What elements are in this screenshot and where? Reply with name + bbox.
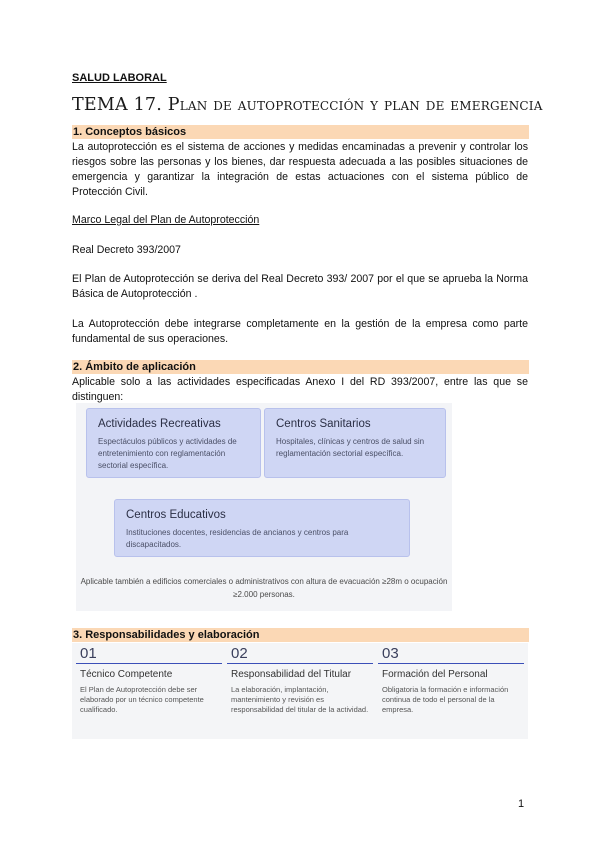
responsibilities-panel: [72, 643, 528, 739]
responsibility-item: [378, 643, 524, 715]
scope-card-description: Hospitales, clínicas y centros de salud sin reglamentación sectorial específica.: [276, 437, 425, 458]
scope-card-title: Centros Sanitarios: [276, 418, 371, 430]
scope-intro: Aplicable solo a las actividades especificadas Anexo I del RD 393/2007, entre las que se distinguen:: [72, 376, 528, 403]
scope-card-title: Actividades Recreativas: [98, 418, 221, 430]
responsibility-description: La elaboración, implantación, mantenimiento y revisión es responsabilidad del titular de la actividad.: [231, 685, 369, 714]
scope-diagram: [76, 403, 452, 611]
scope-card-title: Centros Educativos: [126, 509, 226, 521]
section-1-heading: 1. Conceptos básicos: [72, 125, 529, 139]
section-2-heading: 2. Ámbito de aplicación: [72, 360, 529, 374]
responsibility-number: 03: [378, 643, 524, 664]
integration-text: La Autoprotección debe integrarse completamente en la gestión de la empresa como parte fundamental de sus operaciones.: [72, 318, 528, 345]
document-subject: SALUD LABORAL: [72, 72, 167, 84]
responsibility-number: 02: [227, 643, 373, 664]
responsibility-description: El Plan de Autoprotección debe ser elaborado por un técnico competente cualificado.: [80, 685, 204, 714]
responsibility-item: [76, 643, 222, 715]
responsibility-title: Formación del Personal: [382, 669, 488, 680]
scope-card-education: [114, 499, 410, 557]
responsibility-number: 01: [76, 643, 222, 664]
legal-framework-heading: Marco Legal del Plan de Autoprotección: [72, 214, 260, 226]
scope-card-recreational: [86, 408, 261, 478]
autoprotection-definition: La autoprotección es el sistema de acciones y medidas encaminadas a prevenir y controlar los riesgos sobre las personas y los bienes, dar respuesta adecuada a las posibles situaciones de emergencia y garantizar la integración de estas actuaciones con el sistema público de Protección Civil.: [72, 141, 528, 198]
scope-card-description: Instituciones docentes, residencias de ancianos y centros para discapacitados.: [126, 528, 349, 549]
plan-derivation-text: El Plan de Autoprotección se deriva del Real Decreto 393/ 2007 por el que se aprueba la Norma Básica de Autoprotección .: [72, 273, 528, 300]
page-number: 1: [518, 798, 525, 810]
section-3-heading: 3. Responsabilidades y elaboración: [72, 628, 529, 642]
scope-note: Aplicable también a edificios comerciales o administrativos con altura de evacuación ≥28m o ocupación ≥2.000 personas.: [80, 577, 448, 599]
decree-reference: Real Decreto 393/2007: [72, 244, 181, 256]
responsibility-description: Obligatoria la formación e información continua de todo el personal de la empresa.: [382, 685, 509, 714]
scope-card-health: [264, 408, 446, 478]
responsibility-title: Responsabilidad del Titular: [231, 669, 352, 680]
responsibility-title: Técnico Competente: [80, 669, 173, 680]
responsibility-item: [227, 643, 373, 715]
scope-card-description: Espectáculos públicos y actividades de entretenimiento con reglamentación sectorial específica.: [98, 437, 237, 470]
page-title: TEMA 17. Plan de autoprotección y plan de emergencia: [72, 95, 543, 115]
